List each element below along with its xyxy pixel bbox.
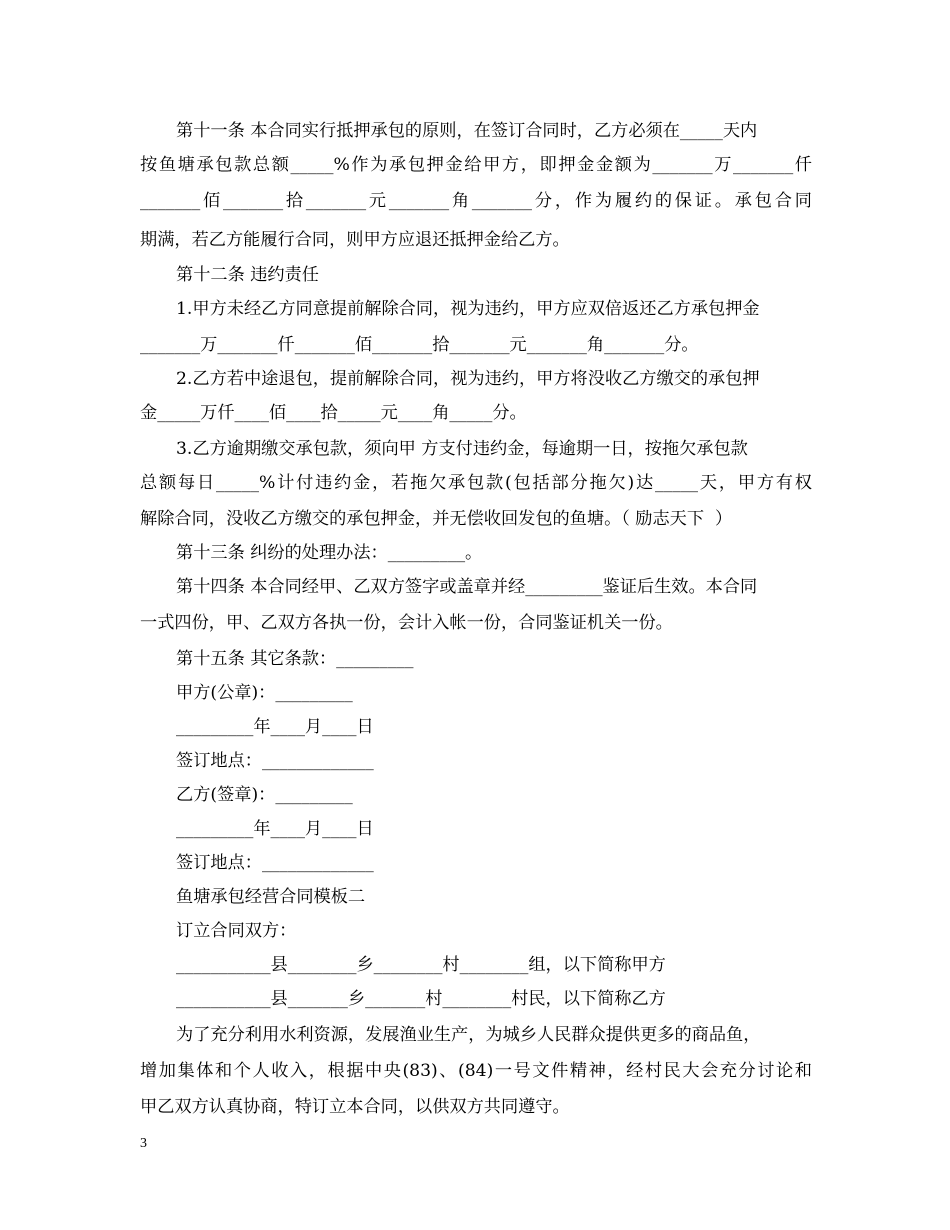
text-line: 第十三条 纠纷的处理办法：_________。 (176, 543, 483, 563)
text-line: 解除合同，没收乙方缴交的承包押金，并无偿收回发包的鱼塘。（ 励志天下 ） (140, 509, 733, 529)
text-line: 第十一条 本合同实行抵押承包的原则，在签订合同时，乙方必须在_____天内 (176, 121, 758, 141)
text-line: 1.甲方未经乙方同意提前解除合同，视为违约，甲方应双倍返还乙方承包押金 (176, 299, 760, 319)
text-line: _______万_______仟_______佰_______拾_______元_______角_______分。 (140, 335, 699, 355)
text-line: 总额每日_____%计付违约金，若拖欠承包款(包括部分拖欠)达_____天，甲方有权 (140, 473, 812, 493)
text-line: 金_____万仟____佰____拾_____元____角_____分。 (140, 403, 527, 423)
text-line: 按鱼塘承包款总额_____%作为承包押金给甲方，即押金金额为_______万_______仟 (140, 155, 812, 175)
text-line: 第十四条 本合同经甲、乙双方签字或盖章并经_________鉴证后生效。本合同 (176, 577, 758, 597)
text-line: 甲乙双方认真协商，特订立本合同，以供双方共同遵守。 (140, 1097, 570, 1117)
text-line: 期满，若乙方能履行合同，则甲方应退还抵押金给乙方。 (140, 230, 570, 250)
text-line: 2.乙方若中途退包，提前解除合同，视为违约，甲方将没收乙方缴交的承包押 (176, 369, 760, 389)
signature-date: _________年____月____日 (176, 819, 374, 839)
text-line: 订立合同双方： (176, 921, 297, 941)
signature-party-a: 甲方(公章)：_________ (176, 683, 353, 703)
signing-location: 签订地点：_____________ (176, 853, 374, 873)
party-b-line: ___________县_______乡_______村________村民，以下简称乙方 (176, 989, 666, 1009)
text-line: 第十五条 其它条款：_________ (176, 649, 414, 669)
text-line: 一式四份，甲、乙双方各执一份，会计入帐一份，合同鉴证机关一份。 (140, 613, 673, 633)
text-line: 增加集体和个人收入，根据中央(83)、(84)一号文件精神，经村民大会充分讨论和 (140, 1061, 812, 1081)
signing-location: 签订地点：_____________ (176, 751, 374, 771)
template-title: 鱼塘承包经营合同模板二 (176, 887, 366, 907)
section-heading: 第十二条 违约责任 (176, 265, 319, 285)
text-line: 为了充分利用水利资源，发展渔业生产，为城乡人民群众提供更多的商品鱼， (176, 1025, 761, 1045)
text-line: _______佰_______拾_______元_______角_______分，作为履约的保证。承包合同 (140, 191, 812, 211)
signature-party-b: 乙方(签章)：_________ (176, 785, 353, 805)
signature-date: _________年____月____日 (176, 717, 374, 737)
party-a-line: ___________县________乡________村________组，以下简称甲方 (176, 955, 666, 975)
text-line: 3.乙方逾期缴交承包款，须向甲 方支付违约金，每逾期一日，按拖欠承包款 (176, 439, 748, 459)
page-number: 3 (140, 1136, 147, 1151)
